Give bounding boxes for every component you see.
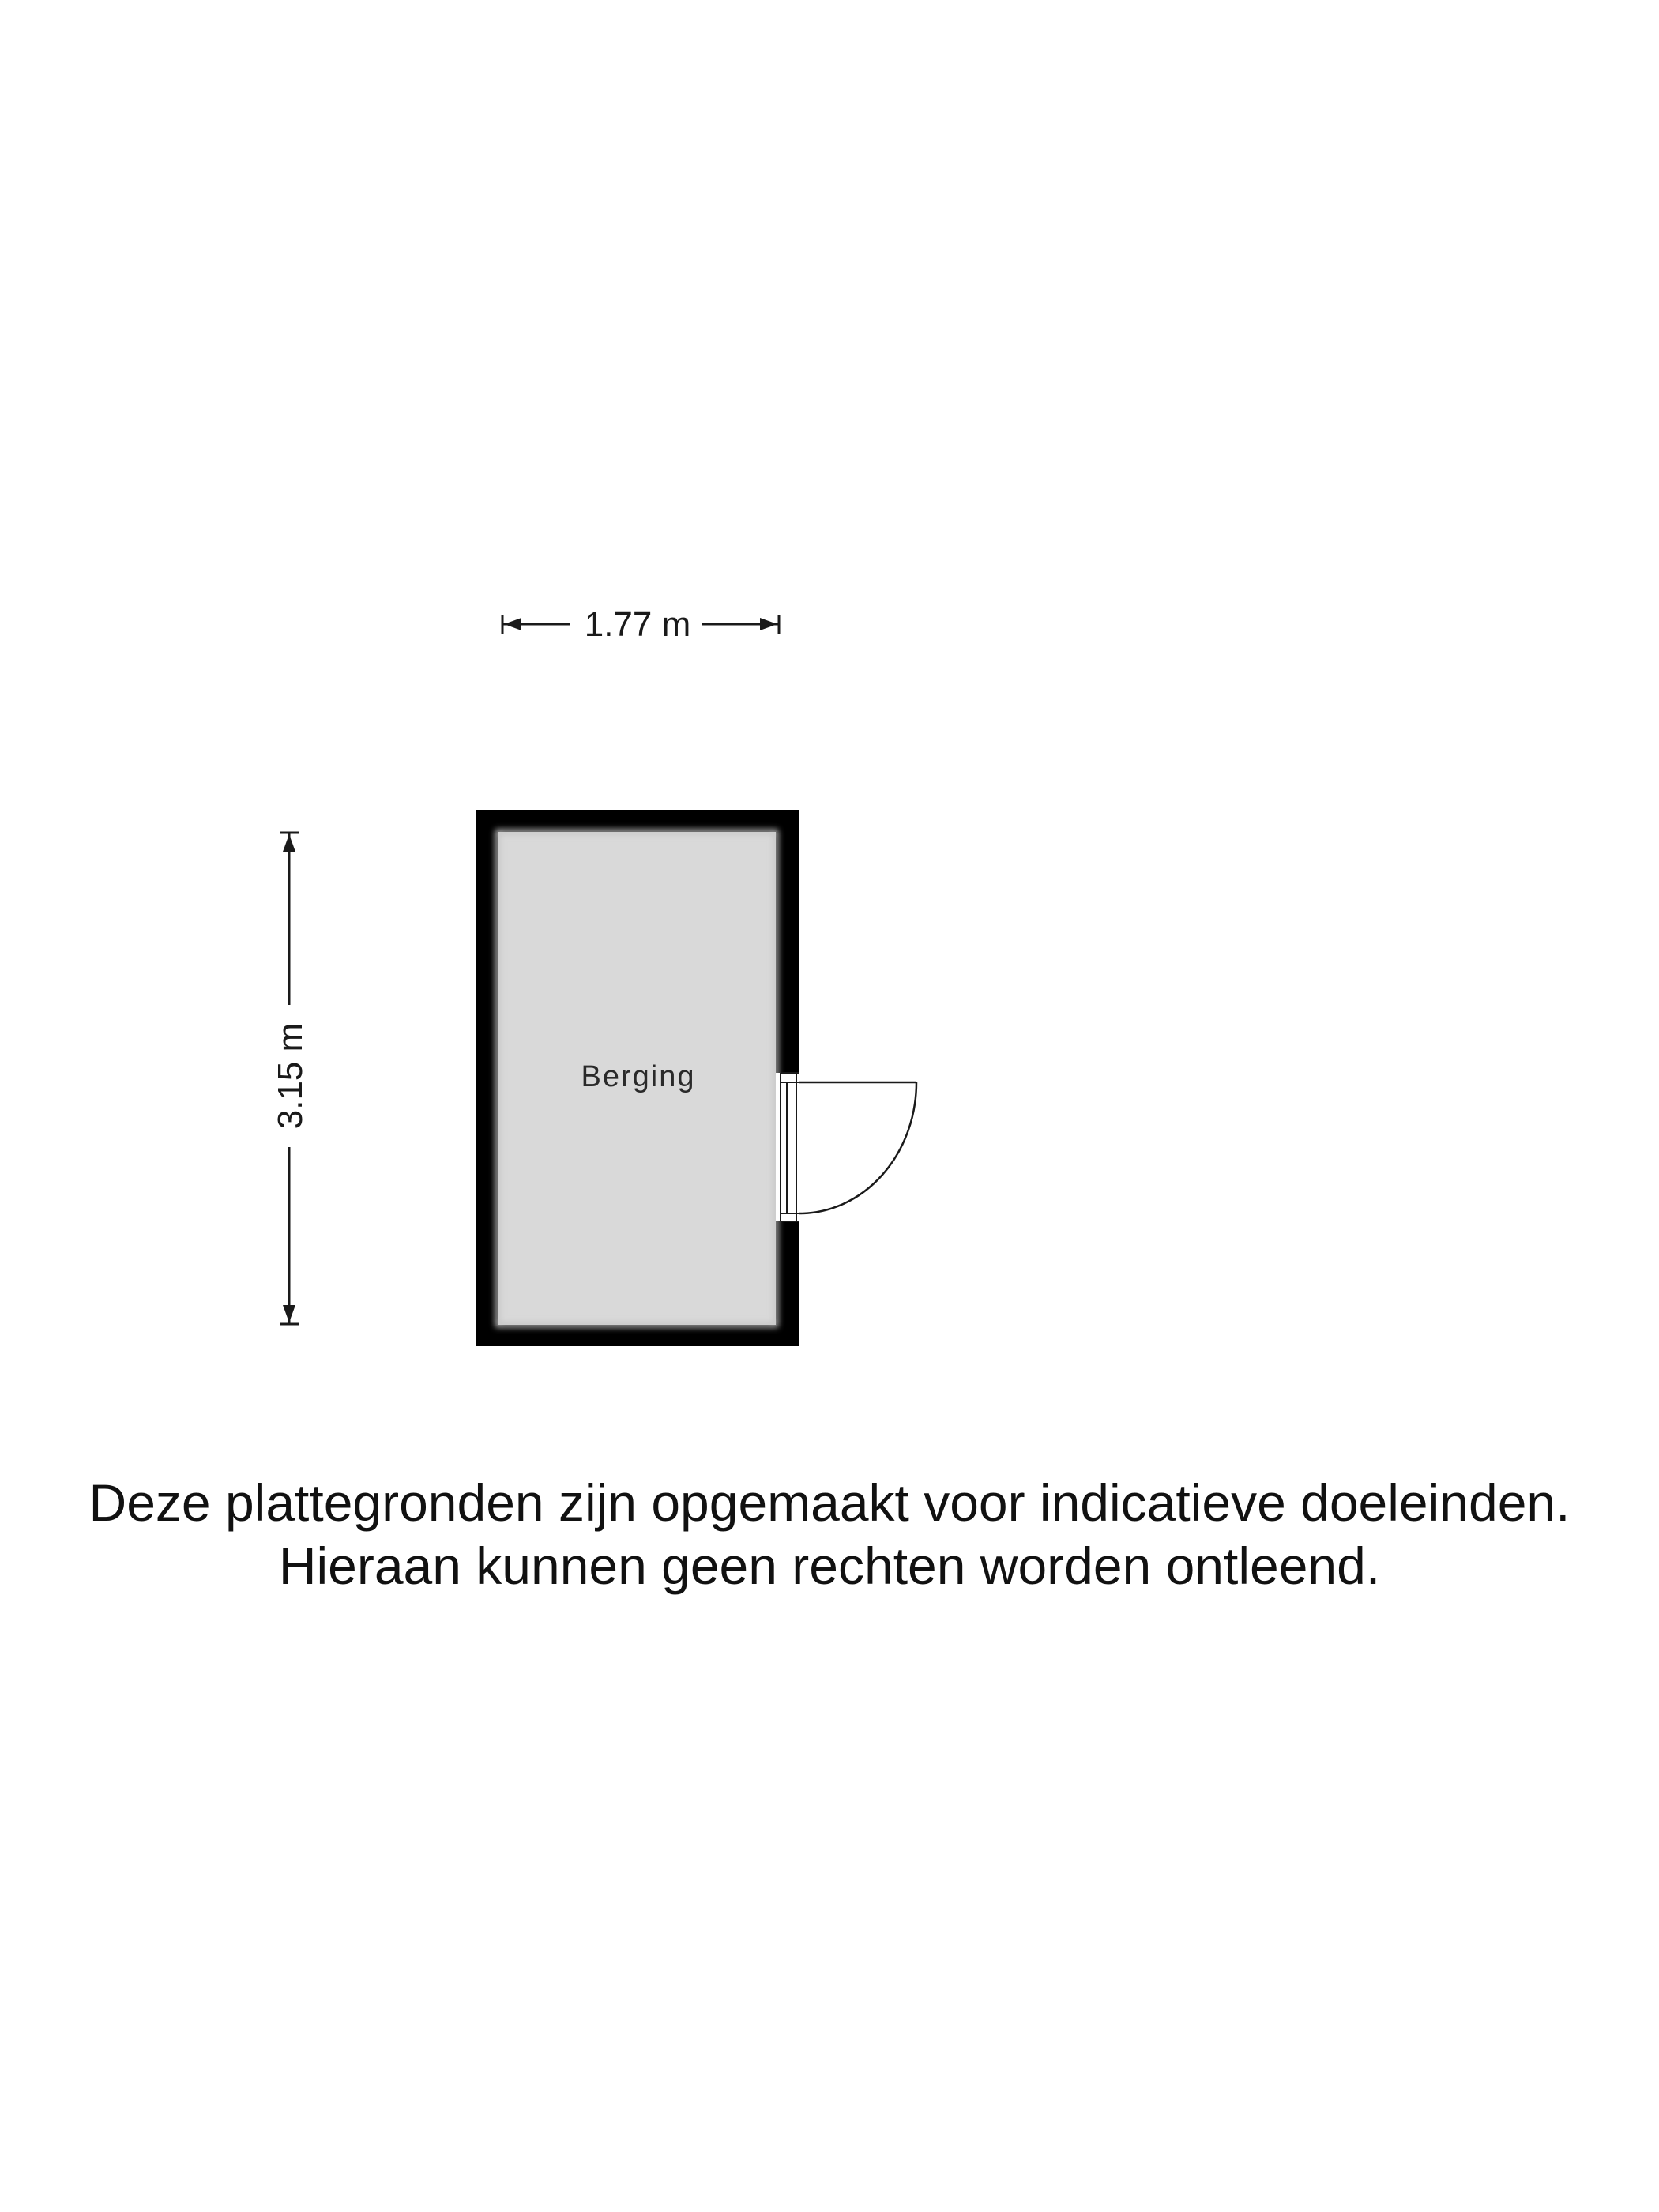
width-dimension bbox=[502, 605, 779, 644]
height-dimension-label: 3.15 m bbox=[271, 1022, 310, 1130]
height-dimension bbox=[271, 833, 310, 1324]
width-dimension-arrow-right bbox=[760, 618, 777, 630]
room-berging bbox=[476, 810, 916, 1346]
door-swing-arc bbox=[799, 1082, 916, 1213]
disclaimer-line-2: Hieraan kunnen geen rechten worden ontleend. bbox=[278, 1537, 1381, 1595]
disclaimer-line-1: Deze plattegronden zijn opgemaakt voor indicatieve doeleinden. bbox=[88, 1473, 1571, 1532]
height-dimension-arrow-top bbox=[283, 834, 295, 852]
width-dimension-label: 1.77 m bbox=[584, 605, 691, 644]
disclaimer bbox=[0, 1471, 1659, 1597]
height-dimension-arrow-bottom bbox=[283, 1305, 295, 1322]
width-dimension-arrow-left bbox=[504, 618, 521, 630]
room-label-berging: Berging bbox=[581, 1060, 696, 1093]
